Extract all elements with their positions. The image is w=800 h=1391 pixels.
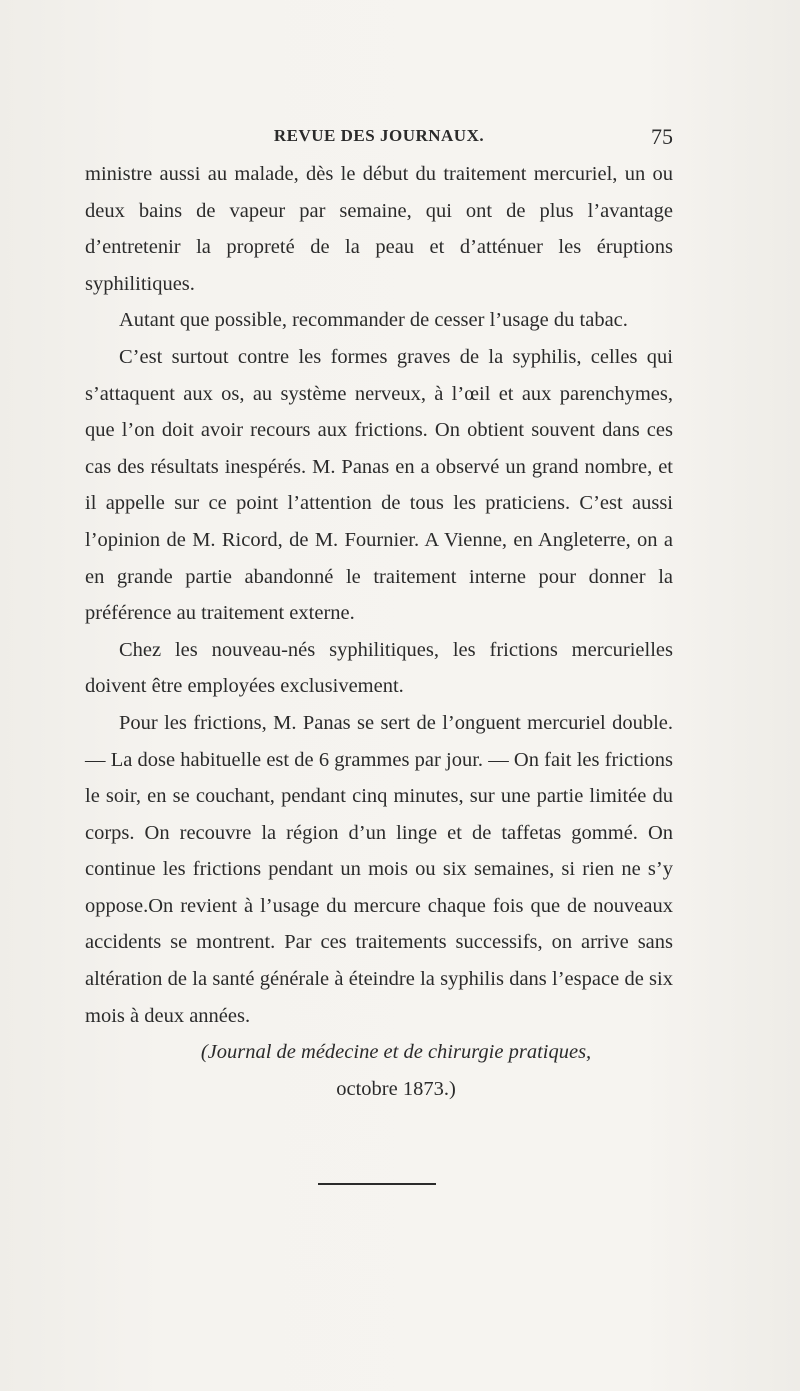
body-text	[85, 156, 673, 1107]
paragraph-continuation: ministre aussi au malade, dès le début du traitement mercuriel, un ou deux bains de vapeur par semaine, qui ont de plus l’avantage d’entretenir la propreté de la peau et d’atténuer les éruptions syphilitiques.	[85, 163, 673, 295]
paragraph-nouveau-nes: Chez les nouveau-nés syphilitiques, les frictions mercurielles doivent être employées exclusivement.	[85, 638, 673, 698]
running-title: REVUE DES JOURNAUX.	[273, 126, 485, 145]
section-divider	[318, 1183, 436, 1185]
page-number: 75	[651, 124, 673, 149]
paragraph-frictions: Pour les frictions, M. Panas se sert de l’onguent mercuriel double. — La dose habituelle est de 6 grammes par jour. — On fait les frictions le soir, en se couchant, pendant cinq minutes, sur une partie limitée du corps. On recouvre la région d’un linge et de taffetas gommé. On continue les frictions pendant un mois ou six semaines, si rien ne s’y oppose.On revient à l’usage du mercure chaque fois que de nouveaux accidents se montrent. Par ces traitements successifs, on arrive sans altération de la santé générale à éteindre la syphilis dans l’espace de six mois à deux années.	[85, 711, 673, 1027]
page-header	[85, 124, 673, 154]
paragraph-formes-graves: C’est surtout contre les formes graves de la syphilis, celles qui s’attaquent aux os, au système nerveux, à l’œil et aux parenchymes, que l’on doit avoir recours aux frictions. On obtient souvent dans ces cas des résultats inespérés. M. Panas en a observé un grand nombre, et il appelle sur ce point l’attention de tous les praticiens. C’est aussi l’opinion de M. Ricord, de M. Fournier. A Vienne, en Angleterre, on a en grande partie abandonné le traitement interne pour donner la préférence au traitement externe.	[85, 345, 673, 625]
source-journal: (Journal de médecine et de chirurgie pratiques,	[200, 1041, 592, 1064]
paragraph-tabac: Autant que possible, recommander de cesser l’usage du tabac.	[119, 309, 628, 332]
source-citation	[85, 1034, 673, 1107]
source-date: octobre 1873.)	[336, 1077, 456, 1100]
